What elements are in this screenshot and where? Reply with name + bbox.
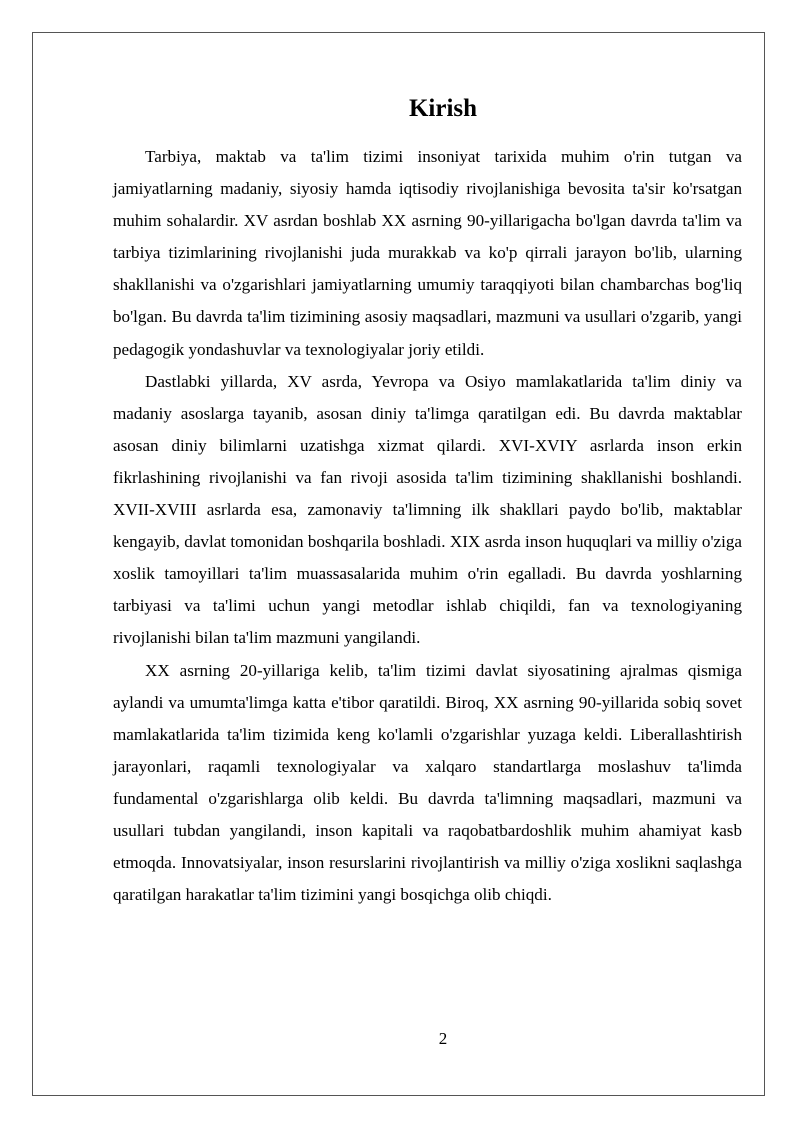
paragraph: XX asrning 20-yillariga kelib, ta'lim tizimi davlat siyosatining ajralmas qismiga aylandi va umumta'limga katta e'tibor qaratildi. Biroq, XX asrning 90-yillarida sobiq sovet mamlakatlarida ta'lim tizimida keng ko'lamli o'zgarishlar yuzaga keldi. Liberallashtirish jarayonlari, raqamli texnologiyalar va xalqaro standartlarga moslashuv ta'limda fundamental o'zgarishlarga olib keldi. Bu davrda ta'limning maqsadlari, mazmuni va usullari tubdan yangilandi, inson kapitali va raqobatbardoshlik muhim ahamiyat kasb etmoqda. Innovatsiyalar, inson resurslarini rivojlantirish va milliy o'ziga xoslikni saqlashga qaratilgan harakatlar ta'lim tizimini yangi bosqichga olib chiqdi.: [113, 660, 742, 905]
paragraph: Tarbiya, maktab va ta'lim tizimi insoniyat tarixida muhim o'rin tutgan va jamiyatlarning madaniy, siyosiy hamda iqtisodiy rivojlanishiga bevosita ta'sir ko'rsatgan muhim sohalardir. XV asrdan boshlab XX asrning 90-yillarigacha bo'lgan davrda ta'lim va tarbiya tizimlarining rivojlanishi juda murakkab va ko'p qirrali jarayon bo'lib, ularning shakllanishi va o'zgarishlari jamiyatlarning umumiy taraqqiyoti bilan chambarchas bog'liq bo'lgan. Bu davrda ta'lim tizimining asosiy maqsadlari, mazmuni va usullari o'zgarib, yangi pedagogik yondashuvlar va texnologiyalar joriy etildi.: [113, 147, 742, 359]
paragraph: Dastlabki yillarda, XV asrda, Yevropa va Osiyo mamlakatlarida ta'lim diniy va madaniy asoslarga tayanib, asosan diniy ta'limga qaratilgan edi. Bu davrda maktablar asosan diniy bilimlarni uzatishga xizmat qilardi. XVI-XVIY asrlarda inson erkin fikrlashining rivojlanishi va fan rivoji asosida ta'lim tizimining shakllanishi boshlandi. XVII-XVIII asrlarda esa, zamonaviy ta'limning ilk shakllari paydo bo'lib, maktablar kengayib, davlat tomonidan boshqarila boshladi. XIX asrda inson huquqlari va milliy o'ziga xoslik tamoyillari ta'lim muassasalarida muhim o'rin egalladi. Bu davrda yoshlarning tarbiyasi va ta'limi uchun yangi metodlar ishlab chiqildi, fan va texnologiyaning rivojlanishi bilan ta'lim mazmuni yangilandi.: [113, 371, 742, 648]
page-number: 2: [438, 1029, 448, 1048]
page-title: Kirish: [408, 94, 478, 122]
body-text: [113, 141, 742, 911]
